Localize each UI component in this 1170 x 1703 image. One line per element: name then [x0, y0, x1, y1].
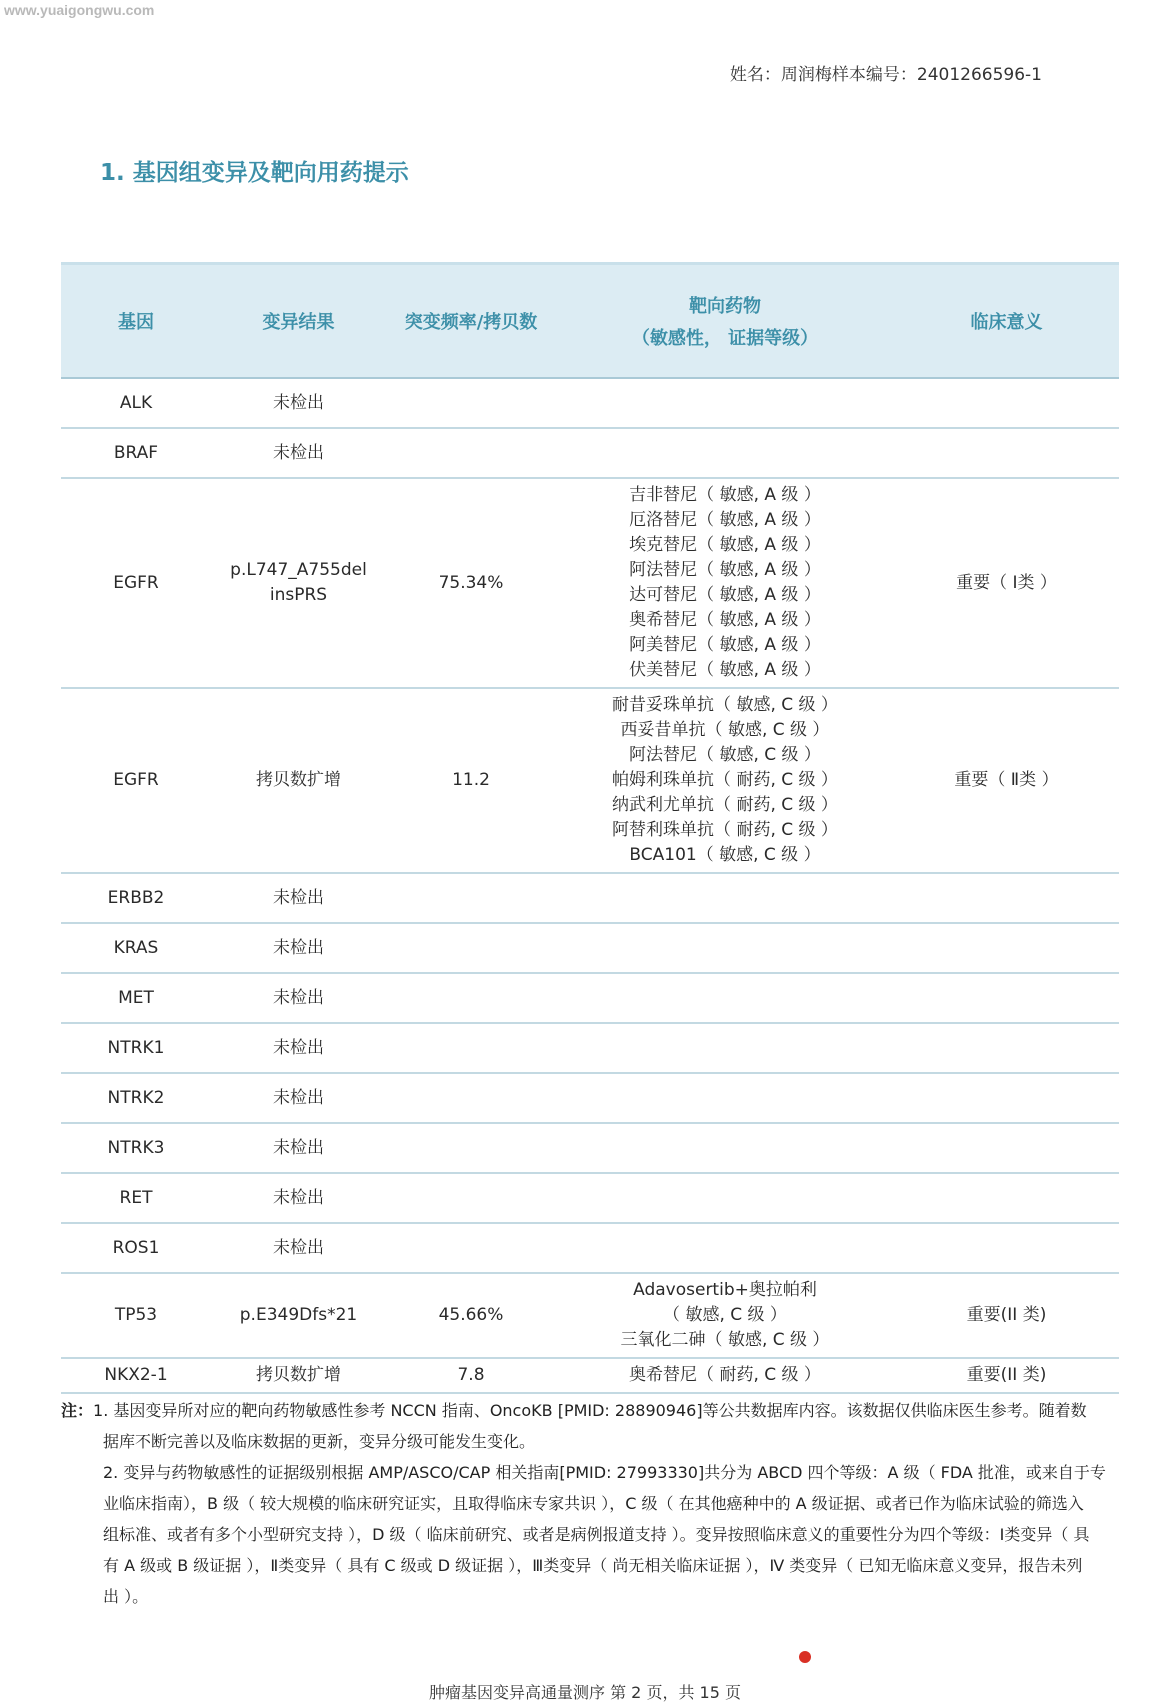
drug-entry: 阿美替尼（ 敏感, A 级 ）: [629, 635, 821, 655]
table-row: [61, 1073, 1119, 1123]
header-drug-main: 靶向药物: [689, 296, 761, 317]
cell-drugs: [556, 478, 894, 688]
cell-drugs: [556, 428, 894, 478]
drug-entry: 吉非替尼（ 敏感, A 级 ）: [629, 485, 821, 505]
table-row: [61, 973, 1119, 1023]
gene-variant-table: [61, 262, 1119, 1394]
cell-clinical: 重要（ Ⅰ类 ）: [894, 478, 1119, 688]
note2-line-c: 组标准、或者有多个小型研究支持 ），D 级（ 临床前研究、或者是病例报道支持 ）。变异按照临床意义的重要性分为四个等级：Ⅰ类变异（ 具: [103, 1525, 1090, 1544]
cell-clinical: [894, 973, 1119, 1023]
watermark-text: www.yuaigongwu.com: [4, 2, 155, 18]
cell-drugs: [556, 973, 894, 1023]
notes-label: 注：: [61, 1401, 94, 1420]
drug-entry: 帕姆利珠单抗（ 耐药, C 级 ）: [612, 770, 838, 790]
cell-freq: [386, 1123, 556, 1173]
table-row: [61, 873, 1119, 923]
table-row: [61, 478, 1119, 688]
cell-result: 拷贝数扩增: [211, 1358, 386, 1393]
header-drug-sub: （敏感性， 证据等级）: [631, 328, 819, 349]
cell-result: 未检出: [211, 428, 386, 478]
cell-drugs: [556, 1073, 894, 1123]
table-row: [61, 923, 1119, 973]
cell-freq: [386, 1073, 556, 1123]
drug-entry: 西妥昔单抗（ 敏感, C 级 ）: [620, 720, 830, 740]
cell-result: p.E349Dfs*21: [211, 1273, 386, 1358]
section-title: 1. 基因组变异及靶向用药提示: [100, 160, 409, 186]
cell-result: 未检出: [211, 973, 386, 1023]
cell-drugs: [556, 688, 894, 873]
drug-entry: 阿法替尼（ 敏感, C 级 ）: [629, 745, 821, 765]
cell-result: p.L747_A755del insPRS: [211, 478, 386, 688]
table-row: [61, 428, 1119, 478]
note-line: [61, 1395, 1121, 1426]
drug-entry: 纳武利尤单抗（ 耐药, C 级 ）: [612, 795, 838, 815]
drug-entry: （ 敏感, C 级 ）: [663, 1305, 787, 1325]
red-dot-marker: [799, 1651, 811, 1663]
cell-drugs: [556, 1223, 894, 1273]
cell-freq: [386, 1223, 556, 1273]
cell-drugs: [556, 1023, 894, 1073]
cell-clinical: [894, 1073, 1119, 1123]
cell-freq: [386, 428, 556, 478]
cell-result: 未检出: [211, 923, 386, 973]
cell-result: 未检出: [211, 873, 386, 923]
cell-freq: 11.2: [386, 688, 556, 873]
cell-freq: 7.8: [386, 1358, 556, 1393]
cell-gene: BRAF: [61, 428, 211, 478]
drug-entry: 三氧化二砷（ 敏感, C 级 ）: [620, 1330, 830, 1350]
cell-result: 未检出: [211, 378, 386, 428]
drug-entry: BCA101（ 敏感, C 级 ）: [629, 845, 821, 865]
cell-freq: [386, 1173, 556, 1223]
cell-clinical: 重要（ Ⅱ类 ）: [894, 688, 1119, 873]
cell-drugs: [556, 1123, 894, 1173]
drug-entry: 奥希替尼（ 敏感, A 级 ）: [629, 610, 821, 630]
cell-clinical: [894, 873, 1119, 923]
drug-entry: 阿法替尼（ 敏感, A 级 ）: [629, 560, 821, 580]
cell-freq: 45.66%: [386, 1273, 556, 1358]
cell-freq: 75.34%: [386, 478, 556, 688]
cell-clinical: [894, 923, 1119, 973]
table-row: [61, 378, 1119, 428]
table-header-row: [61, 264, 1119, 379]
note2-line-b: 业临床指南），B 级（ 较大规模的临床研究证实，且取得临床专家共识 ），C 级（ 在其他癌种中的 A 级证据、或者已作为临床试验的筛选入: [103, 1494, 1084, 1513]
note2-line-d: 有 A 级或 B 级证据 ），Ⅱ类变异（ 具有 C 级或 D 级证据 ），Ⅲ类变异（ 尚无相关临床证据 ），Ⅳ 类变异（ 已知无临床意义变异，报告未列: [103, 1556, 1083, 1575]
cell-drugs: [556, 923, 894, 973]
cell-clinical: [894, 1123, 1119, 1173]
drug-entry: 奥希替尼（ 耐药, C 级 ）: [629, 1365, 821, 1385]
note1-line-b: 据库不断完善以及临床数据的更新，变异分级可能发生变化。: [103, 1432, 536, 1451]
cell-result: 未检出: [211, 1123, 386, 1173]
table-row: [61, 1223, 1119, 1273]
cell-gene: ALK: [61, 378, 211, 428]
cell-clinical: [894, 428, 1119, 478]
drug-entry: 埃克替尼（ 敏感, A 级 ）: [629, 535, 821, 555]
table-row: [61, 1273, 1119, 1358]
cell-gene: NKX2-1: [61, 1358, 211, 1393]
patient-info: 姓名：周润梅样本编号：2401266596-1: [729, 65, 1042, 85]
cell-freq: [386, 378, 556, 428]
page-footer: 肿瘤基因变异高通量测序 第 2 页，共 15 页: [429, 1683, 741, 1702]
cell-clinical: 重要(II 类): [894, 1273, 1119, 1358]
cell-clinical: [894, 378, 1119, 428]
cell-gene: ERBB2: [61, 873, 211, 923]
cell-result: 未检出: [211, 1073, 386, 1123]
table-row: [61, 688, 1119, 873]
cell-result: 拷贝数扩增: [211, 688, 386, 873]
header-drug: [556, 264, 894, 379]
cell-clinical: 重要(II 类): [894, 1358, 1119, 1393]
cell-gene: KRAS: [61, 923, 211, 973]
note2-line-a: 2. 变异与药物敏感性的证据级别根据 AMP/ASCO/CAP 相关指南[PMID: 27993330]共分为 ABCD 四个等级：A 级（ FDA 批准，或来自于专: [103, 1463, 1106, 1482]
cell-drugs: [556, 378, 894, 428]
cell-gene: RET: [61, 1173, 211, 1223]
cell-gene: NTRK2: [61, 1073, 211, 1123]
table-row: [61, 1358, 1119, 1393]
table-row: [61, 1123, 1119, 1173]
cell-drugs: [556, 873, 894, 923]
table-body: [61, 378, 1119, 1393]
note2-line-e: 出 ）。: [103, 1587, 149, 1606]
cell-gene: MET: [61, 973, 211, 1023]
drug-entry: 阿替利珠单抗（ 耐药, C 级 ）: [612, 820, 838, 840]
cell-freq: [386, 973, 556, 1023]
header-clinical: 临床意义: [894, 264, 1119, 379]
cell-freq: [386, 923, 556, 973]
cell-gene: TP53: [61, 1273, 211, 1358]
cell-gene: NTRK3: [61, 1123, 211, 1173]
cell-clinical: [894, 1173, 1119, 1223]
header-gene: 基因: [61, 264, 211, 379]
cell-freq: [386, 873, 556, 923]
cell-result: 未检出: [211, 1023, 386, 1073]
table-row: [61, 1023, 1119, 1073]
drug-entry: Adavosertib+奥拉帕利: [633, 1280, 817, 1300]
cell-gene: NTRK1: [61, 1023, 211, 1073]
cell-drugs: [556, 1273, 894, 1358]
cell-clinical: [894, 1223, 1119, 1273]
drug-entry: 耐昔妥珠单抗（ 敏感, C 级 ）: [612, 695, 838, 715]
table-row: [61, 1173, 1119, 1223]
cell-gene: EGFR: [61, 688, 211, 873]
cell-drugs: [556, 1173, 894, 1223]
drug-entry: 达可替尼（ 敏感, A 级 ）: [629, 585, 821, 605]
cell-result: 未检出: [211, 1173, 386, 1223]
drug-entry: 伏美替尼（ 敏感, A 级 ）: [629, 660, 821, 680]
header-freq: 突变频率/拷贝数: [386, 264, 556, 379]
cell-clinical: [894, 1023, 1119, 1073]
notes-section: [61, 1395, 1121, 1612]
cell-freq: [386, 1023, 556, 1073]
cell-gene: ROS1: [61, 1223, 211, 1273]
header-result: 变异结果: [211, 264, 386, 379]
note1-line-a: 1. 基因变异所对应的靶向药物敏感性参考 NCCN 指南、OncoKB [PMID: 28890946]等公共数据库内容。该数据仅供临床医生参考。随着数: [93, 1401, 1087, 1420]
cell-result: 未检出: [211, 1223, 386, 1273]
cell-drugs: [556, 1358, 894, 1393]
drug-entry: 厄洛替尼（ 敏感, A 级 ）: [629, 510, 821, 530]
cell-gene: EGFR: [61, 478, 211, 688]
